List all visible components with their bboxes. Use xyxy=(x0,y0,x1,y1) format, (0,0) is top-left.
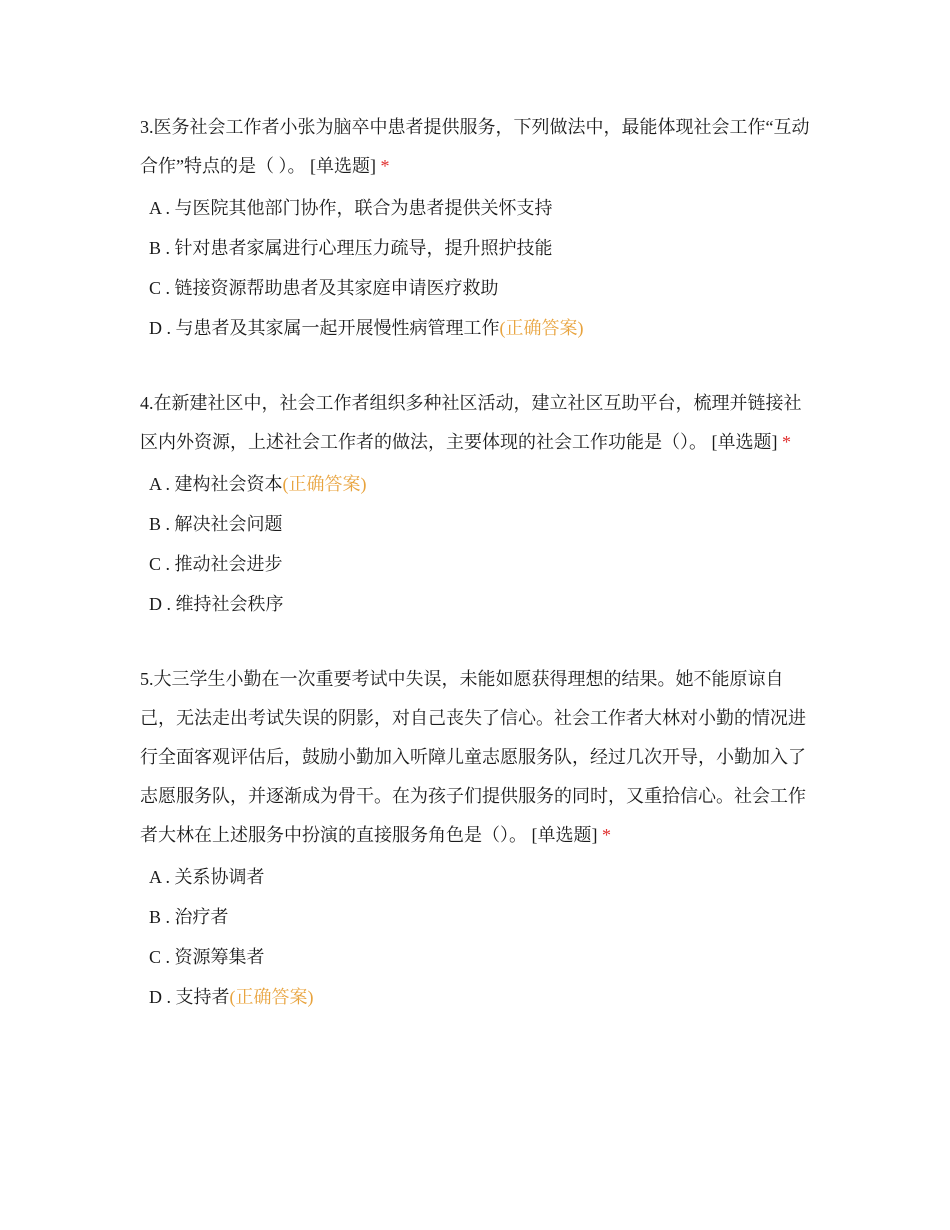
option-letter: B xyxy=(149,514,162,534)
option-text: 治疗者 xyxy=(174,907,229,927)
question-4-options xyxy=(140,464,815,624)
option-text: 针对患者家属进行心理压力疏导，提升照护技能 xyxy=(174,238,553,258)
option-text: 建构社会资本 xyxy=(174,474,283,494)
option-letter: D xyxy=(149,594,162,614)
option-text: 解决社会问题 xyxy=(174,514,283,534)
question-list xyxy=(140,108,815,1017)
question-4-stem: 4.在新建社区中，社会工作者组织多种社区活动，建立社区互助平台，梳理并链接社区内外资源，上述社会工作者的做法，主要体现的社会工作功能是（）。 [单选题] xyxy=(140,393,802,452)
option-letter: C xyxy=(149,947,162,967)
option-text: 与医院其他部门协作，联合为患者提供关怀支持 xyxy=(174,198,553,218)
option-text: 链接资源帮助患者及其家庭申请医疗救助 xyxy=(174,278,499,298)
question-4-text xyxy=(140,384,815,462)
option-c[interactable]: C . 资源筹集者 xyxy=(149,947,265,967)
option-letter: A xyxy=(149,867,162,887)
option-a[interactable]: A . 建构社会资本(正确答案) xyxy=(149,474,367,494)
option-letter: C xyxy=(149,278,162,298)
question-3-text xyxy=(140,108,815,186)
question-4 xyxy=(140,384,815,624)
option-text: 资源筹集者 xyxy=(174,947,265,967)
question-5 xyxy=(140,660,815,1017)
option-text: 与患者及其家属一起开展慢性病管理工作 xyxy=(175,318,500,338)
option-b[interactable]: B . 治疗者 xyxy=(149,907,229,927)
option-letter: C xyxy=(149,554,162,574)
question-5-options xyxy=(140,857,815,1017)
question-3-options xyxy=(140,188,815,348)
required-mark: * xyxy=(380,156,390,176)
option-letter: D xyxy=(149,318,162,338)
required-mark: * xyxy=(602,825,611,845)
correct-answer-label: (正确答案) xyxy=(282,474,367,494)
option-b[interactable]: B . 针对患者家属进行心理压力疏导，提升照护技能 xyxy=(149,238,553,258)
correct-answer-label: (正确答案) xyxy=(229,987,314,1007)
option-letter: B xyxy=(149,238,162,258)
option-text: 维持社会秩序 xyxy=(175,594,284,614)
option-d[interactable]: D . 维持社会秩序 xyxy=(149,594,284,614)
question-5-stem: 5.大三学生小勤在一次重要考试中失误，未能如愿获得理想的结果。她不能原谅自己，无法走出考试失误的阴影，对自己丧失了信心。社会工作者大林对小勤的情况进行全面客观评估后，鼓励小勤加入听障儿童志愿服务队，经过几次开导，小勤加入了志愿服务队，并逐渐成为骨干。在为孩子们提供服务的同时，又重拾信心。社会工作者大林在上述服务中扮演的直接服务角色是（）。 [单选题] xyxy=(140,669,806,845)
option-b[interactable]: B . 解决社会问题 xyxy=(149,514,283,534)
question-5-text xyxy=(140,660,815,855)
option-letter: A xyxy=(149,198,162,218)
option-c[interactable]: C . 链接资源帮助患者及其家庭申请医疗救助 xyxy=(149,278,499,298)
option-text: 关系协调者 xyxy=(174,867,265,887)
option-a[interactable]: A . 与医院其他部门协作，联合为患者提供关怀支持 xyxy=(149,198,553,218)
option-text: 支持者 xyxy=(175,987,230,1007)
option-c[interactable]: C . 推动社会进步 xyxy=(149,554,283,574)
option-letter: B xyxy=(149,907,162,927)
option-a[interactable]: A . 关系协调者 xyxy=(149,867,265,887)
option-d[interactable]: D . 与患者及其家属一起开展慢性病管理工作(正确答案) xyxy=(149,318,584,338)
option-letter: A xyxy=(149,474,162,494)
required-mark: * xyxy=(782,432,791,452)
option-letter: D xyxy=(149,987,162,1007)
question-3-stem: 3.医务社会工作者小张为脑卒中患者提供服务，下列做法中，最能体现社会工作“互动合作”特点的是（ ）。 [单选题] xyxy=(140,117,810,176)
option-d[interactable]: D . 支持者(正确答案) xyxy=(149,987,314,1007)
question-3 xyxy=(140,108,815,348)
correct-answer-label: (正确答案) xyxy=(499,318,584,338)
option-text: 推动社会进步 xyxy=(174,554,283,574)
